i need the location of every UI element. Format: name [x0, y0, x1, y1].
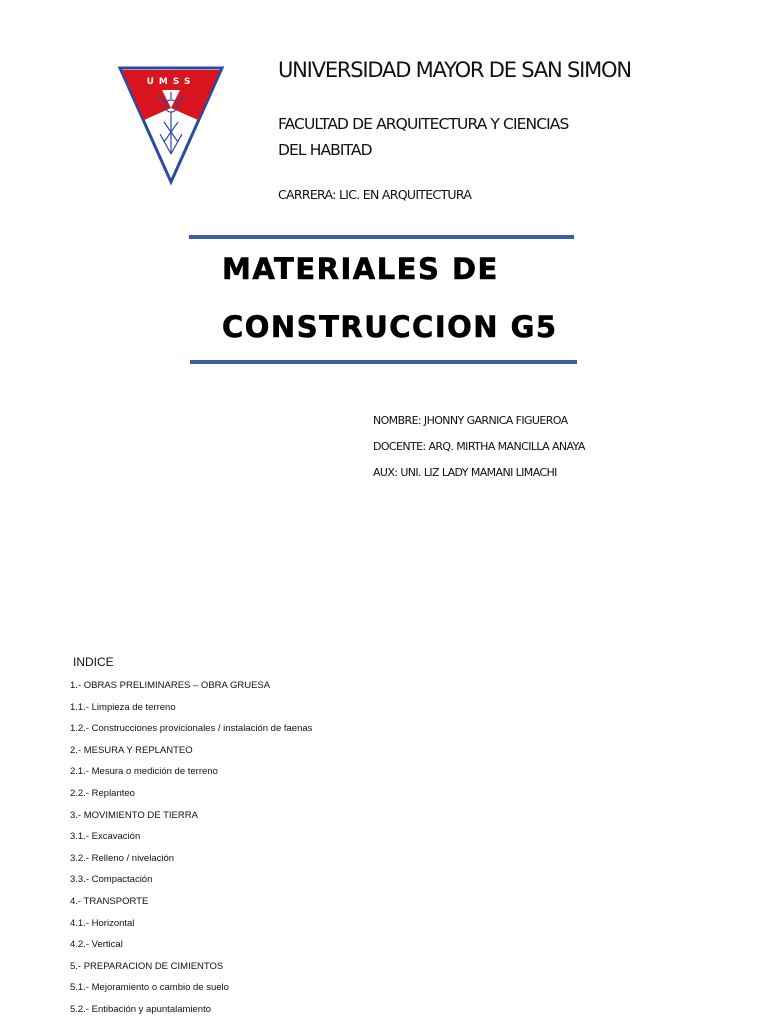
student-name: NOMBRE: JHONNY GARNICA FIGUEROA	[373, 414, 568, 427]
index-item: 5.- PREPARACION DE CIMIENTOS	[70, 960, 224, 972]
teacher-name: DOCENTE: ARQ. MIRTHA MANCILLA ANAYA	[373, 440, 585, 453]
index-item: 4.2.- Vertical	[70, 939, 123, 951]
index-list	[70, 679, 312, 1025]
document-title-line-2: CONSTRUCCION G5	[222, 310, 558, 344]
index-item: 5.1.- Mejoramiento o cambio de suelo	[70, 982, 229, 994]
index-item: 2.1.- Mesura o medición de terreno	[70, 766, 218, 778]
faculty-line-1: FACULTAD DE ARQUITECTURA Y CIENCIAS	[278, 115, 569, 133]
document-title-line-1: MATERIALES DE	[222, 252, 499, 286]
faculty-name	[278, 111, 568, 163]
index-heading: INDICE	[73, 655, 114, 669]
umss-logo	[116, 62, 226, 186]
index-item: 2.- MESURA Y REPLANTEO	[70, 744, 193, 756]
index-item: 4.- TRANSPORTE	[70, 895, 149, 907]
title-top-rule	[189, 235, 574, 239]
university-name: UNIVERSIDAD MAYOR DE SAN SIMON	[278, 58, 631, 82]
index-item: 3.2.- Relleno / nivelación	[70, 852, 175, 864]
umss-shield-icon	[116, 62, 226, 186]
career-label: CARRERA: LIC. EN ARQUITECTURA	[278, 187, 472, 202]
faculty-line-2: DEL HABITAD	[278, 141, 372, 159]
logo-text: UMSS	[146, 77, 196, 87]
title-bottom-rule	[190, 360, 577, 364]
index-item: 3.3.- Compactación	[70, 874, 153, 886]
index-item: 2.2.- Replanteo	[70, 787, 135, 799]
index-item: 1.2.- Construcciones provicionales / instalación de faenas	[70, 723, 313, 735]
index-item: 3.- MOVIMIENTO DE TIERRA	[70, 809, 198, 821]
index-item: 1.1.- Limpieza de terreno	[70, 701, 176, 713]
index-item: 3.1.- Excavación	[70, 831, 141, 843]
index-item: 5.2.- Entibación y apuntalamiento	[70, 1003, 212, 1015]
assistant-name: AUX: UNI. LIZ LADY MAMANI LIMACHI	[373, 466, 557, 479]
author-block	[373, 408, 585, 486]
index-item: 4.1.- Horizontal	[70, 917, 135, 929]
index-item: 1.- OBRAS PRELIMINARES – OBRA GRUESA	[70, 680, 271, 691]
